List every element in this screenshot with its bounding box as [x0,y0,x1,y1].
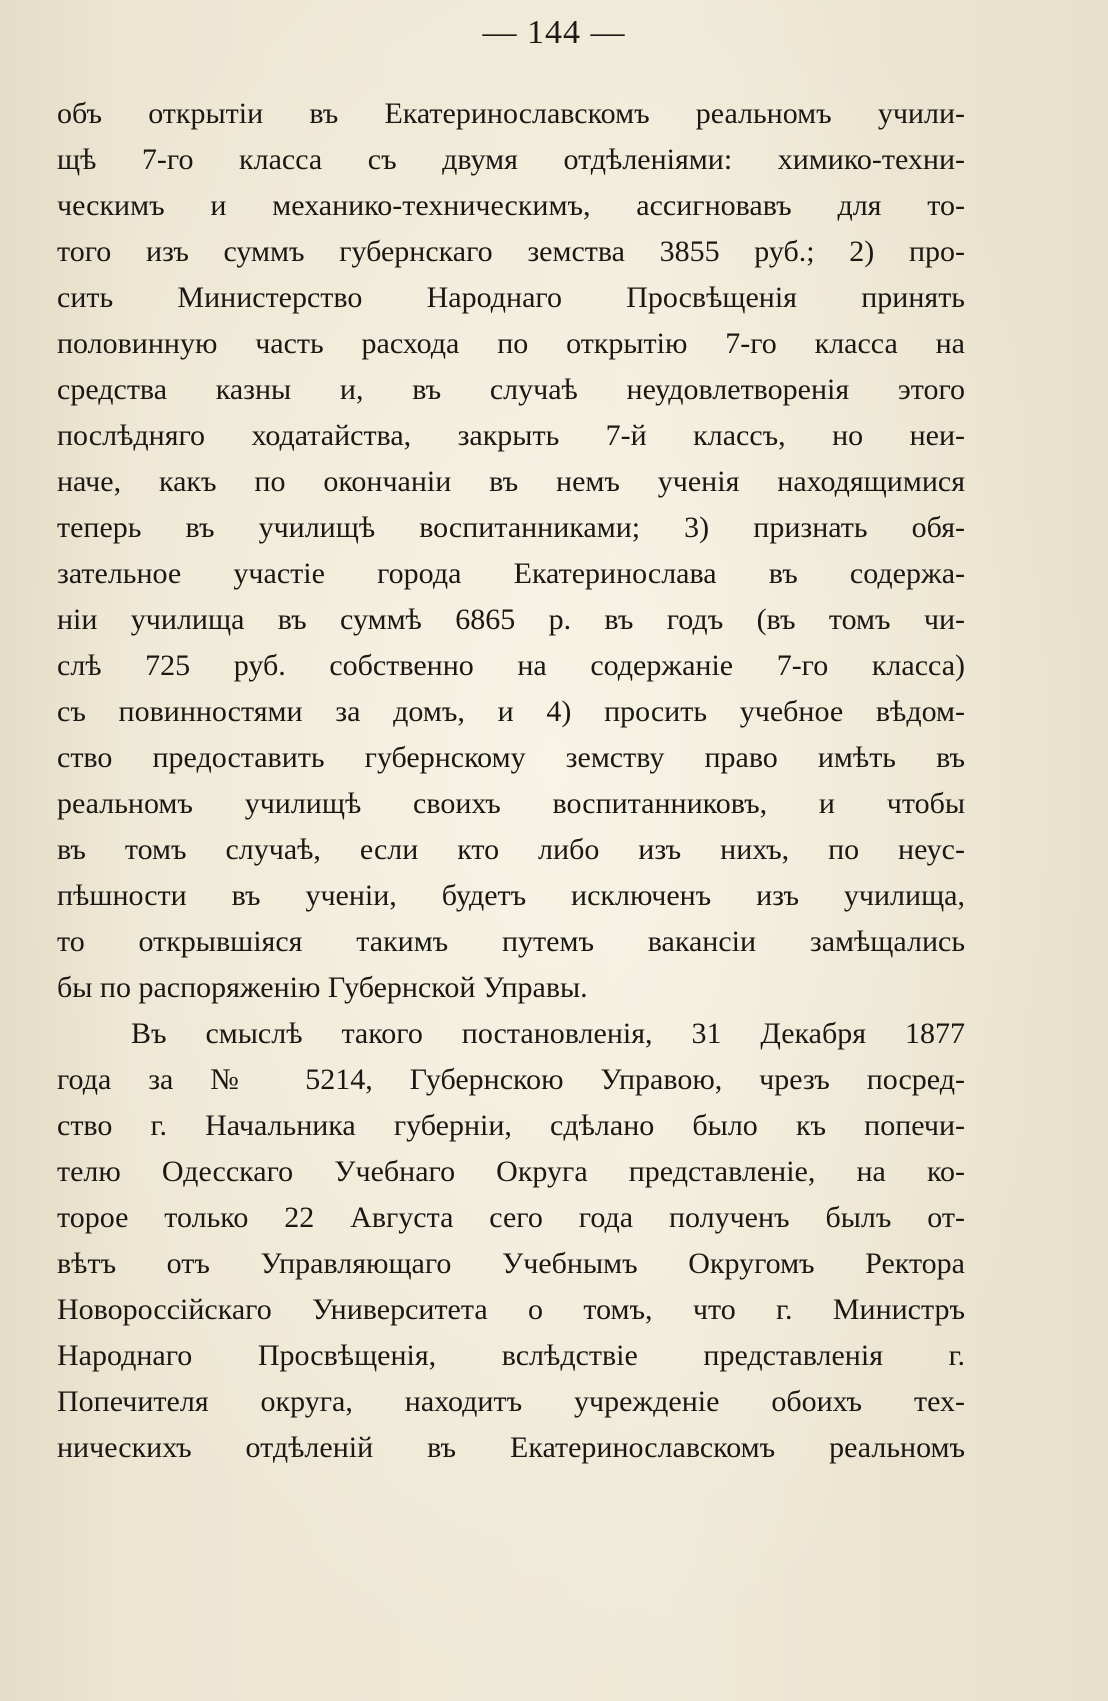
text-line: сить Министерство Народнаго Просвѣщенія принять [57,281,965,314]
text-line: ство г. Начальника губерніи, сдѣлано было къ попечи- [57,1109,965,1142]
text-line: Попечителя округа, находитъ учрежденіе обоихъ тех- [57,1385,965,1418]
paragraph-end-line: бы по распоряженію Губернской Управы. [57,971,588,1004]
text-line: ніи училища въ суммѣ 6865 р. въ годъ (въ томъ чи- [57,603,965,636]
text-line: послѣдняго ходатайства, закрыть 7-й классъ, но неи- [57,419,965,452]
text-line: зательное участіе города Екатеринослава въ содержа- [57,557,965,590]
text-line: ническихъ отдѣленій въ Екатеринославскомъ реальномъ [57,1431,965,1464]
text-line: реальномъ училищѣ своихъ воспитанниковъ, и чтобы [57,787,965,820]
text-line: ство предоставить губернскому земству право имѣть въ [57,741,965,774]
text-line: пѣшности въ ученіи, будетъ исключенъ изъ училища, [57,879,965,912]
body-text [57,91,965,1471]
text-line: торое только 22 Августа сего года полученъ былъ от- [57,1201,965,1234]
text-line: то открывшіяся такимъ путемъ вакансіи замѣщались [57,925,965,958]
text-line: Новороссійскаго Университета о томъ, что г. Министръ [57,1293,965,1326]
text-line: Народнаго Просвѣщенія, вслѣдствіе представленія г. [57,1339,965,1372]
text-line: съ повинностями за домъ, и 4) просить учебное вѣдом- [57,695,965,728]
text-line: въ томъ случаѣ, если кто либо изъ нихъ, по неус- [57,833,965,866]
page-number: — 144 — [482,14,626,51]
text-line: телю Одесскаго Учебнаго Округа представленіе, на ко- [57,1155,965,1188]
text-line: того изъ суммъ губернскаго земства 3855 руб.; 2) про- [57,235,965,268]
text-line: щѣ 7-го класса съ двумя отдѣленіями: химико-техни- [57,143,965,176]
text-line: ческимъ и механико-техническимъ, ассигновавъ для то- [57,189,965,222]
text-line: года за № 5214, Губернскою Управою, чрезъ посред- [57,1063,965,1096]
text-line: вѣтъ отъ Управляющаго Учебнымъ Округомъ Ректора [57,1247,965,1280]
text-line: слѣ 725 руб. собственно на содержаніе 7-го класса) [57,649,965,682]
text-line: объ открытіи въ Екатеринославскомъ реальномъ учили- [57,97,965,130]
text-line: наче, какъ по окончаніи въ немъ ученія находящимися [57,465,965,498]
text-line: средства казны и, въ случаѣ неудовлетворенія этого [57,373,965,406]
paragraph-start-line: Въ смыслѣ такого постановленія, 31 Декабря 1877 [131,1017,965,1050]
text-line: теперь въ училищѣ воспитанниками; 3) признать обя- [57,511,965,544]
text-line: половинную часть расхода по открытію 7-го класса на [57,327,965,360]
